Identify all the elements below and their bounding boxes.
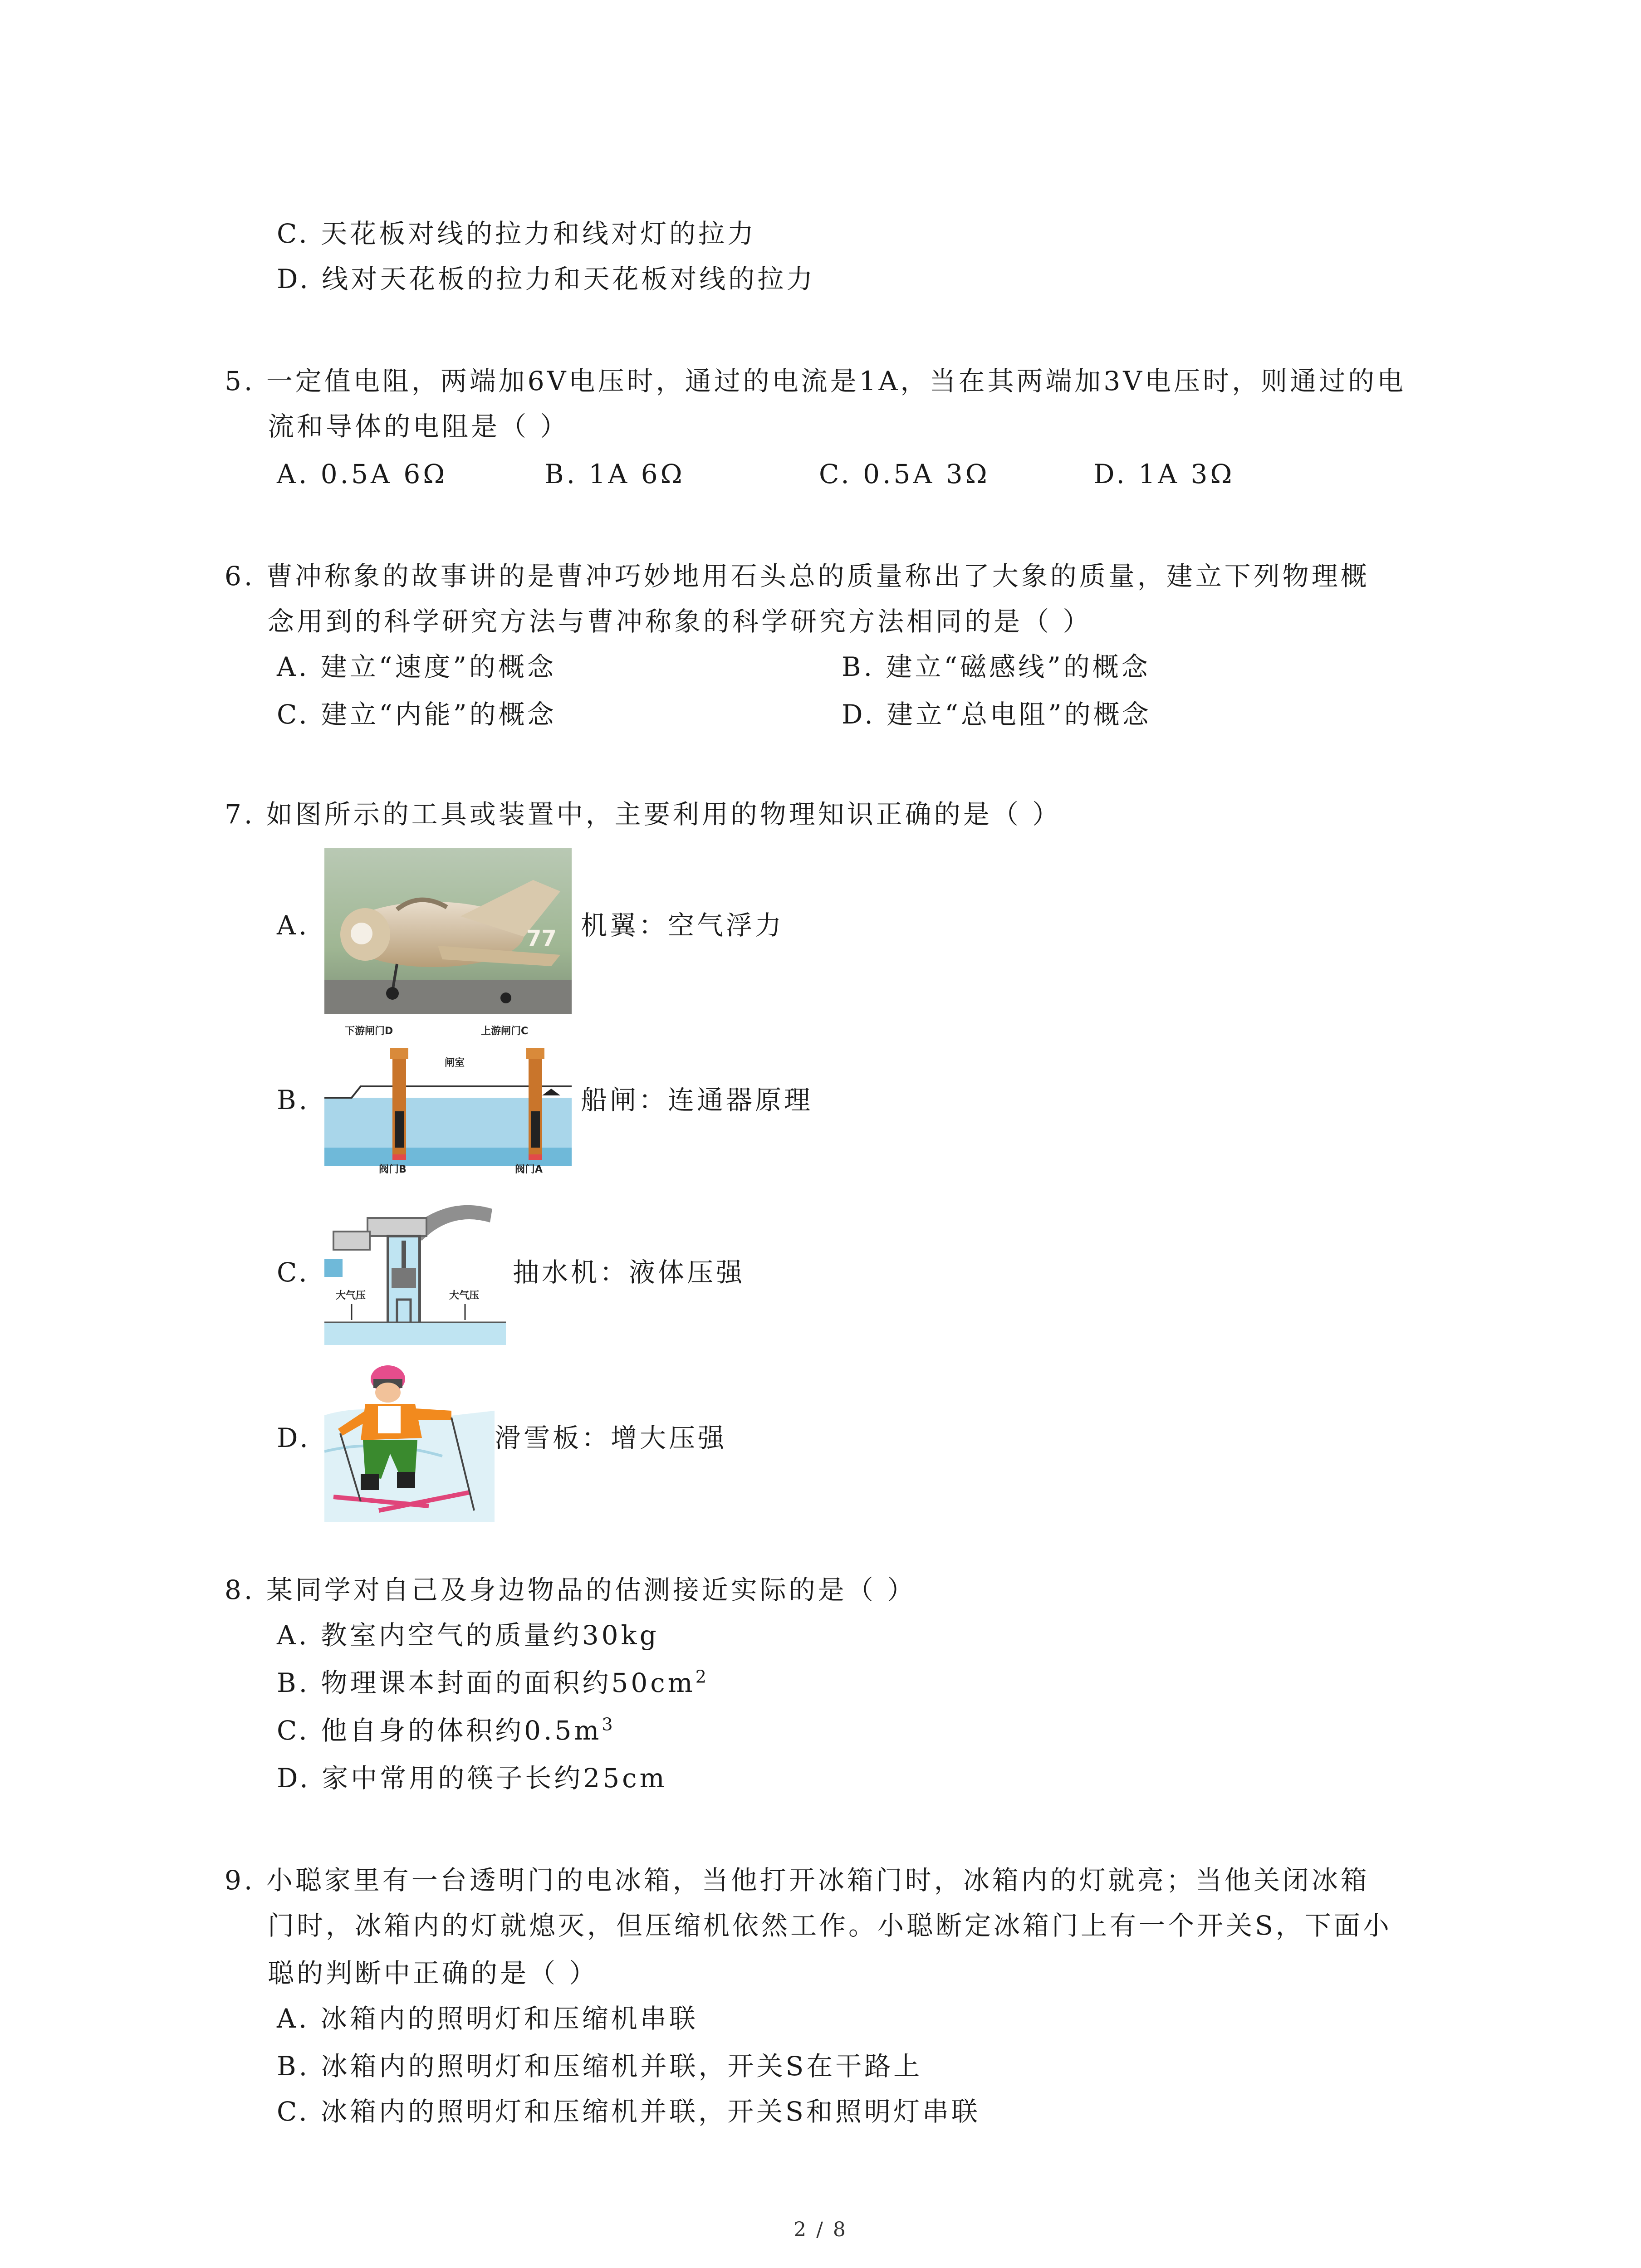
q5-option-b: B. 1A 6Ω bbox=[544, 459, 685, 489]
q8-option-a: A. 教室内空气的质量约30kg bbox=[277, 1620, 659, 1651]
lock-label-valve-a: 阀门A bbox=[515, 1164, 543, 1175]
q8-stem: 8. 某同学对自己及身边物品的估测接近实际的是（ ） bbox=[225, 1574, 916, 1605]
q6-option-c: C. 建立“内能”的概念 bbox=[277, 699, 557, 730]
q6-option-a: A. 建立“速度”的概念 bbox=[277, 651, 557, 682]
q5-option-c: C. 0.5A 3Ω bbox=[819, 459, 990, 489]
ship-lock-diagram bbox=[324, 1021, 572, 1177]
q8-option-c-text: C. 他自身的体积约0.5m bbox=[277, 1715, 602, 1746]
q7-option-c-text: 抽水机：液体压强 bbox=[513, 1257, 745, 1288]
q4-option-c: C. 天花板对线的拉力和线对灯的拉力 bbox=[277, 218, 757, 249]
q5-option-a: A. 0.5A 6Ω bbox=[277, 459, 448, 489]
q7-option-b-text: 船闸：连通器原理 bbox=[581, 1085, 813, 1115]
q5-stem-line2: 流和导体的电阻是（ ） bbox=[268, 411, 569, 442]
q6-stem-line2: 念用到的科学研究方法与曹冲称象的科学研究方法相同的是（ ） bbox=[268, 606, 1092, 637]
plane-number: 77 bbox=[526, 926, 557, 951]
q8-option-b-superscript: 2 bbox=[695, 1667, 709, 1687]
q9-option-c: C. 冰箱内的照明灯和压缩机并联，开关S和照明灯串联 bbox=[277, 2096, 980, 2127]
q8-option-d: D. 家中常用的筷子长约25cm bbox=[277, 1763, 667, 1794]
q7-option-b-letter: B. bbox=[277, 1085, 310, 1115]
q5-option-d: D. 1A 3Ω bbox=[1093, 459, 1235, 489]
q7-option-c-letter: C. bbox=[277, 1257, 310, 1288]
airplane-photo bbox=[324, 848, 572, 1014]
water-pump-diagram bbox=[324, 1191, 506, 1352]
pump-label-atm-left: 大气压 bbox=[336, 1290, 366, 1301]
q8-option-c bbox=[277, 1712, 616, 1749]
q8-option-b bbox=[277, 1665, 709, 1701]
page-number: 2 / 8 bbox=[794, 2218, 847, 2241]
pump-label-atm-right: 大气压 bbox=[449, 1290, 480, 1301]
q4-option-d: D. 线对天花板的拉力和天花板对线的拉力 bbox=[277, 264, 816, 294]
lock-label-upstream-gate: 上游闸门C bbox=[481, 1026, 529, 1037]
q7-option-a-letter: A. bbox=[277, 910, 310, 941]
q9-option-a: A. 冰箱内的照明灯和压缩机串联 bbox=[277, 2003, 698, 2034]
lock-label-downstream-gate: 下游闸门D bbox=[345, 1026, 393, 1037]
q9-stem-line2: 门时，冰箱内的灯就熄灭，但压缩机依然工作。小聪断定冰箱门上有一个开关S，下面小 bbox=[268, 1910, 1392, 1941]
q8-option-c-superscript: 3 bbox=[602, 1714, 616, 1735]
q6-option-d: D. 建立“总电阻”的概念 bbox=[842, 699, 1151, 730]
q7-option-a-text: 机翼：空气浮力 bbox=[581, 910, 784, 941]
lock-label-chamber: 闸室 bbox=[445, 1057, 465, 1069]
q6-stem-line1: 6. 曹冲称象的故事讲的是曹冲巧妙地用石头总的质量称出了大象的质量，建立下列物理概 bbox=[225, 561, 1370, 591]
q7-option-d-letter: D. bbox=[277, 1422, 311, 1453]
q6-option-b: B. 建立“磁感线”的概念 bbox=[842, 651, 1151, 682]
q5-stem-line1: 5. 一定值电阻，两端加6V电压时，通过的电流是1A，当在其两端加3V电压时，则通过的电 bbox=[225, 366, 1406, 396]
q7-option-d-text: 滑雪板：增大压强 bbox=[495, 1422, 727, 1453]
q7-stem: 7. 如图所示的工具或装置中，主要利用的物理知识正确的是（ ） bbox=[225, 799, 1062, 830]
q8-option-b-text: B. 物理课本封面的面积约50cm bbox=[277, 1667, 696, 1698]
q9-stem-line3: 聪的判断中正确的是（ ） bbox=[268, 1958, 598, 1989]
skier-picture bbox=[324, 1361, 495, 1522]
q9-option-b: B. 冰箱内的照明灯和压缩机并联，开关S在干路上 bbox=[277, 2051, 923, 2082]
q9-stem-line1: 9. 小聪家里有一台透明门的电冰箱，当他打开冰箱门时，冰箱内的灯就亮；当他关闭冰箱 bbox=[225, 1865, 1370, 1896]
lock-label-valve-b: 阀门B bbox=[379, 1164, 407, 1175]
